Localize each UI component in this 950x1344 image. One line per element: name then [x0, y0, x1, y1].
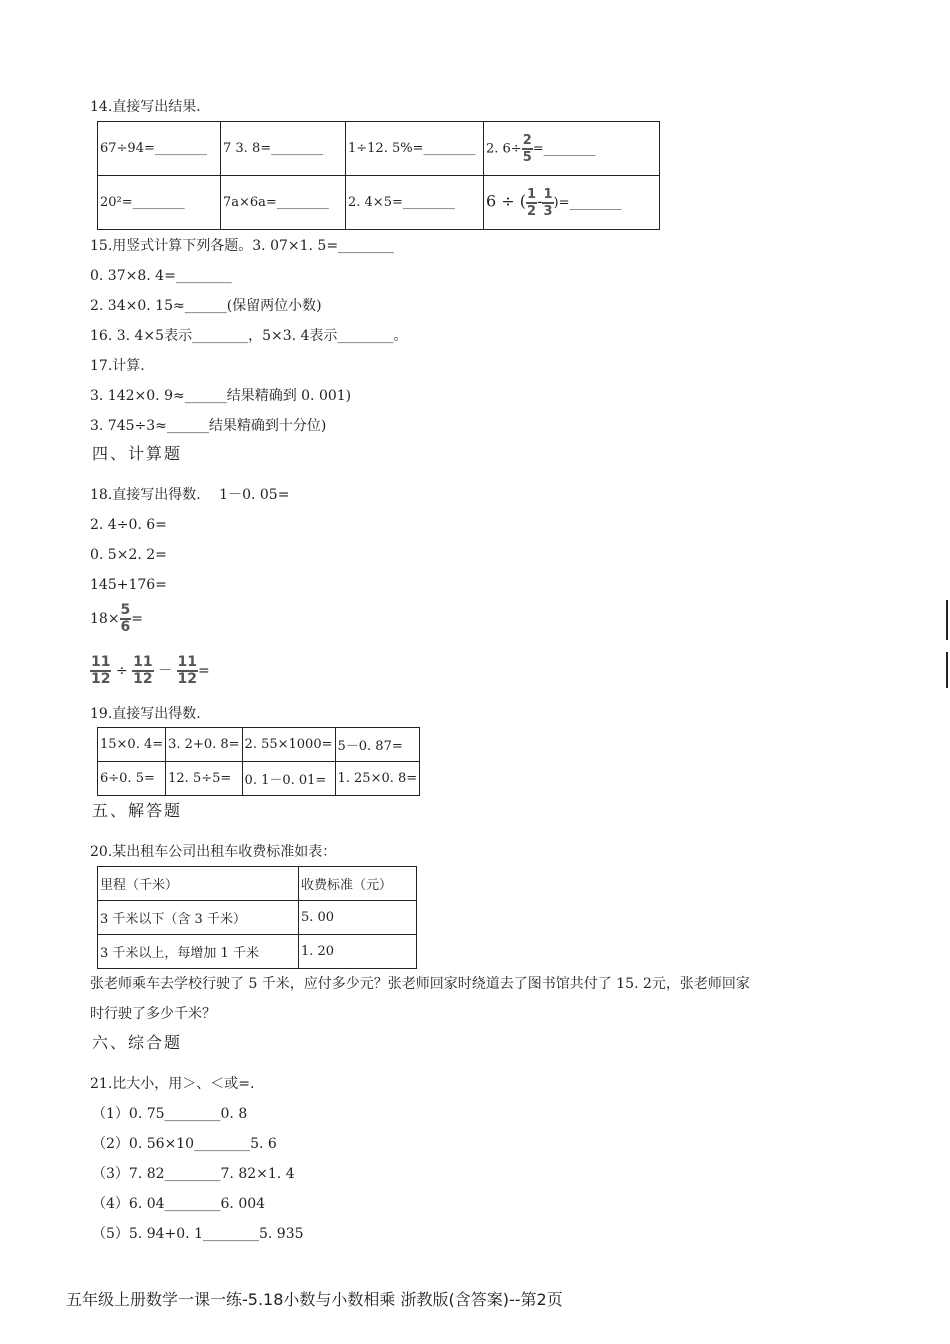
q19-cell: 2. 55×1000=: [242, 728, 335, 762]
q15-line: 15.用竖式计算下列各题。3. 07×1. 5=________: [90, 238, 395, 254]
q17-line: 3. 142×0. 9≈______结果精确到 0. 001): [90, 388, 352, 404]
q17-line: 3. 745÷3≈______结果精确到十分位): [90, 418, 327, 434]
q14-cell: [484, 176, 660, 230]
q14-text: )=________: [553, 195, 622, 210]
q21-line: （1）0. 75________0. 8: [92, 1106, 248, 1122]
q14-table: [97, 121, 660, 230]
q14-cell: 7 3. 8=________: [221, 122, 346, 176]
q16-line: 16. 3. 4×5表示________，5×3. 4表示________。: [90, 328, 408, 344]
q20-cell: 3 千米以上，每增加 1 千米: [98, 935, 299, 969]
margin-bar: [946, 600, 948, 640]
q19-cell: 3. 2+0. 8=: [166, 728, 242, 762]
q20-text: 张老师乘车去学校行驶了 5 千米，应付多少元？张老师回家时绕道去了图书馆共付了 15. 2元，张老师回家: [90, 976, 750, 992]
margin-bar: [946, 652, 948, 688]
q14-text: 2. 6÷: [486, 141, 522, 156]
q14-text: =________: [532, 141, 596, 156]
section-heading: 四、计算题: [92, 444, 183, 463]
q21-line: （3）7. 82________7. 82×1. 4: [92, 1166, 295, 1182]
q14-cell: 2. 4×5=________: [346, 176, 484, 230]
fraction: $\frac{11}{12}$: [133, 654, 153, 687]
fraction: $\frac{5}{6}$: [120, 602, 131, 635]
q18-line: 18.直接写出得数. 1－0. 05=: [90, 487, 290, 503]
q14-cell: 1÷12. 5%=________: [346, 122, 484, 176]
q18-line: 0. 5×2. 2=: [90, 547, 167, 563]
q19-cell: 6÷0. 5=: [98, 762, 166, 796]
q19-cell: 12. 5÷5=: [166, 762, 242, 796]
q14-cell: [484, 122, 660, 176]
q19-cell: 5－0. 87=: [335, 728, 420, 762]
q19-table: [97, 727, 420, 796]
q19-cell: 15×0. 4=: [98, 728, 166, 762]
q20-text: 时行驶了多少千米？: [90, 1006, 216, 1022]
section-heading: 五、解答题: [92, 801, 183, 820]
q21-line: （2）0. 56×10________5. 6: [92, 1136, 277, 1152]
q17-line: 17.计算.: [90, 358, 145, 374]
q21-line: （5）5. 94+0. 1________5. 935: [92, 1226, 304, 1242]
q20-title: 20.某出租车公司出租车收费标准如表：: [90, 844, 337, 860]
q20-table: [97, 866, 417, 969]
q14-cell: 7a×6a=________: [221, 176, 346, 230]
q18-line: 2. 4÷0. 6=: [90, 517, 167, 533]
q15-line: 0. 37×8. 4=________: [90, 268, 232, 284]
q14-cell: 20²=________: [98, 176, 221, 230]
q18-line: 18× $\frac{5}{6}$ =: [90, 602, 144, 635]
q20-header: 里程（千米）: [98, 867, 299, 901]
q20-cell: 1. 20: [299, 935, 417, 969]
fraction: $\frac{2}{5}$: [522, 132, 532, 165]
fraction: $\frac{1}{2}$: [527, 186, 537, 219]
page-footer: 五年级上册数学一课一练-5.18小数与小数相乘 浙教版(含答案)--第2页: [66, 1290, 563, 1309]
q21-line: （4）6. 04________6. 004: [92, 1196, 266, 1212]
q14-cell: 67÷94=________: [98, 122, 221, 176]
fraction: $\frac{11}{12}$: [177, 654, 197, 687]
q18-line: $\frac{11}{12}$ ÷ $\frac{11}{12}$ － $\frac{11}{12}$ =: [91, 654, 210, 687]
q19-cell: 1. 25×0. 8=: [335, 762, 420, 796]
q20-header: 收费标准（元）: [299, 867, 417, 901]
q19-title: 19.直接写出得数.: [90, 706, 201, 722]
q14-text: 6 ÷ (: [486, 191, 526, 210]
q20-cell: 5. 00: [299, 901, 417, 935]
q21-line: 21.比大小，用＞、＜或=.: [90, 1076, 255, 1092]
q14-text: -: [537, 191, 543, 210]
q20-cell: 3 千米以下（含 3 千米）: [98, 901, 299, 935]
fraction: $\frac{1}{3}$: [543, 186, 553, 219]
q14-title: 14.直接写出结果.: [90, 99, 201, 115]
q19-cell: 0. 1－0. 01=: [242, 762, 335, 796]
q18-line: 145+176=: [90, 577, 167, 593]
fraction: $\frac{11}{12}$: [91, 654, 111, 687]
q15-line: 2. 34×0. 15≈______(保留两位小数): [90, 298, 322, 314]
section-heading: 六、综合题: [92, 1033, 183, 1052]
